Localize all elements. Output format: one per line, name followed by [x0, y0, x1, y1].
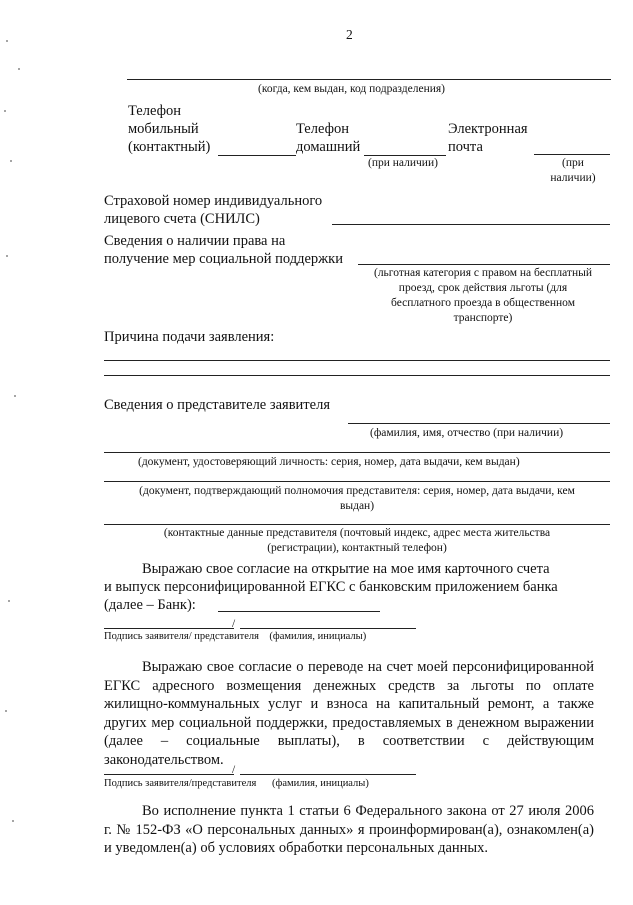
rep-doc-caption: (документ, удостоверяющий личность: серия, номер, дата выдачи, кем выдан) [138, 456, 520, 468]
home-phone-note: (при наличии) [368, 157, 438, 169]
signature-field-1[interactable] [104, 628, 234, 629]
initials-field-2[interactable] [240, 774, 416, 775]
home-phone-label: Телефон домашний [296, 121, 361, 155]
representative-label: Сведения о представителе заявителя [104, 397, 330, 413]
rep-authority-field[interactable] [104, 481, 610, 482]
rep-doc-field[interactable] [104, 452, 610, 453]
email-label: Электронная почта [448, 121, 528, 155]
email-note: (при наличии) [550, 157, 596, 184]
mobile-phone-field[interactable] [218, 155, 296, 156]
issuer-caption: (когда, кем выдан, код подразделения) [258, 83, 445, 95]
social-rights-label: Сведения о наличии права на получение мер социальной поддержки [104, 233, 343, 267]
email-field[interactable] [534, 154, 610, 155]
reason-label: Причина подачи заявления: [104, 329, 275, 345]
reason-field-2[interactable] [104, 375, 610, 376]
consent-account-text: Выражаю свое согласие на открытие на мое имя карточного счета и выпуск персонифицированной ЕГКС с банковским приложением банка (далее – Банк): [104, 561, 558, 613]
mobile-phone-label: Телефон мобильный (контактный) [128, 103, 211, 155]
rep-name-caption: (фамилия, имя, отчество (при наличии) [370, 427, 564, 439]
signature-slash-2: / [232, 764, 236, 776]
initials-field-1[interactable] [240, 628, 416, 629]
rep-authority-caption: (документ, подтверждающий полномочия представителя: серия, номер, дата выдачи, кем выдан) [139, 485, 575, 512]
rep-contacts-caption: (контактные данные представителя (почтовый индекс, адрес места жительства (регистрации), контактный телефон) [163, 527, 551, 554]
signature-caption-2: Подпись заявителя/представителя (фамилия, инициалы) [104, 778, 369, 789]
social-rights-note: (льготная категория с правом на бесплатный проезд, срок действия льготы (для бесплатного проезда в общественном транспорте) [373, 267, 592, 324]
bank-field[interactable] [218, 611, 380, 612]
issuer-line [127, 79, 611, 80]
page-number: 2 [346, 27, 353, 42]
signature-caption-1: Подпись заявителя/ представителя (фамилия, инициалы) [104, 631, 367, 642]
personal-data-text: Во исполнение пункта 1 статьи 6 Федерального закона от 27 июля 2006 г. № 152-ФЗ «О персональных данных» я проинформирован(а), ознакомлен(а) и уведомлен(а) об условиях обработки персональных данных. [104, 803, 594, 856]
snils-label: Страховой номер индивидуального лицевого счета (СНИЛС) [104, 193, 323, 227]
rep-name-field[interactable] [348, 423, 610, 424]
signature-field-2[interactable] [104, 774, 234, 775]
snils-field[interactable] [332, 224, 610, 225]
social-rights-field[interactable] [358, 264, 610, 265]
rep-contacts-field[interactable] [104, 524, 610, 525]
reason-field-1[interactable] [104, 360, 610, 361]
signature-slash-1: / [232, 618, 236, 630]
consent-transfer-text: Выражаю свое согласие о переводе на счет моей персонифицированной ЕГКС адресного возмещения денежных средств за льготы по оплате жилищно-коммунальных услуг и взноса на капитальный ремонт, а также других мер социальной поддержки, предоставляемых в денежном выражении (далее – социальные выплаты), в соответствии с действующим законодательством. [104, 659, 594, 768]
